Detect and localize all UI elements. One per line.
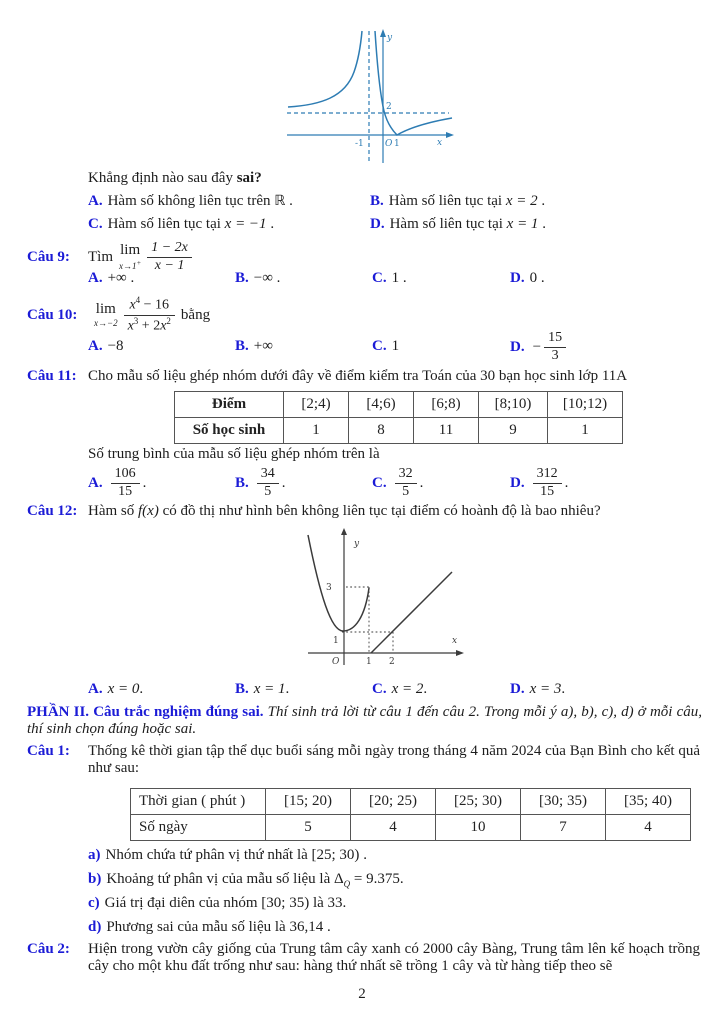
p2q1-table-header-days: Số ngày: [131, 815, 266, 841]
statement-label: d): [88, 919, 102, 935]
option-text: Hàm số liên tục tại: [388, 193, 506, 209]
fraction-denominator: x − 1: [154, 257, 185, 273]
minus-sign: −: [532, 338, 542, 355]
option-label: D.: [510, 681, 525, 697]
q8-option-a: [88, 193, 293, 210]
p2q2-label: Câu 2:: [27, 941, 70, 957]
table-row: [131, 815, 691, 841]
q12-option-c: [372, 681, 427, 698]
table-row: [175, 392, 623, 418]
part2-heading-paragraph: [27, 704, 702, 738]
q8-curve-group: [288, 31, 452, 135]
q9-option-a: [88, 270, 134, 287]
fraction-denominator: 15: [540, 483, 555, 499]
p2q2-stem: Hiện trong vườn cây giống của Trung tâm cây xanh có 2000 cây Bàng, Trung tâm lên kế hoạch trồng cây cho một khu đất trống như sau: hàng thứ nhất sẽ trồng 1 cây và từ hàng tiếp theo sẽ: [88, 941, 700, 974]
option-math: x = 1: [253, 681, 286, 697]
q8-axes: [287, 31, 449, 163]
option-post: .: [281, 474, 286, 491]
option-post: .: [266, 216, 275, 232]
q11-stem2: Số trung bình của mẫu số liệu ghép nhóm trên là: [88, 446, 380, 462]
q10-option-a: [88, 338, 124, 355]
statement-label: b): [88, 871, 102, 887]
q12-tick-1x: 1: [366, 657, 372, 667]
table-cell: [35; 40): [606, 789, 691, 815]
q12-stem-post: có đồ thị như hình bên không liên tục tại điểm có hoành độ là bao nhiêu?: [158, 503, 601, 519]
q12-tick-1y: 1: [333, 636, 339, 646]
q8-options-row1: [88, 193, 704, 215]
option-label: D.: [510, 338, 525, 355]
table-cell: 1: [284, 418, 349, 444]
option-post: .: [423, 681, 428, 697]
q8-x-arrow: [446, 132, 454, 138]
q12-stem-pre: Hàm số: [88, 503, 138, 519]
statement-text: Giá trị đại diên của nhóm: [104, 895, 262, 911]
q12-x-arrow: [456, 650, 464, 656]
option-label: C.: [372, 681, 387, 697]
option-text: +∞: [253, 338, 273, 354]
table-row: [131, 789, 691, 815]
p2q1-label: Câu 1:: [27, 743, 70, 759]
table-cell: 7: [521, 815, 606, 841]
fraction-numerator: 34: [257, 466, 279, 484]
q12-axes: [308, 533, 458, 665]
table-cell: 1: [548, 418, 623, 444]
q8-graph-labels: [355, 33, 442, 149]
q12-origin-label: O: [332, 657, 340, 667]
lim-sub-sup: +: [136, 258, 142, 267]
option-label: B.: [370, 193, 384, 209]
q9-label: Câu 9:: [27, 248, 70, 265]
q12-label: Câu 12:: [27, 503, 78, 519]
p2q1-statement-a: [88, 847, 367, 864]
table-cell: 8: [349, 418, 414, 444]
limit-expression: [119, 243, 141, 271]
delta-subscript: Q: [343, 879, 351, 889]
option-text: +∞ .: [107, 270, 135, 286]
part2-intro: Thí sinh trả lời từ câu 1 đến câu 2. Trong mỗi ý a), b), c), d) ở mỗi câu, thí sinh chọn đúng hoặc sai.: [27, 704, 702, 737]
fraction-numerator: 32: [395, 466, 417, 484]
lim-subscript: x→−2: [94, 317, 118, 328]
q11-option-c: [372, 466, 423, 501]
q9-option-b: [235, 270, 280, 287]
statement-math: [25; 30): [311, 847, 360, 863]
q8-curve-left-branch: [288, 31, 362, 107]
option-fraction: [544, 330, 566, 365]
q8-option-d: [370, 216, 546, 233]
option-fraction: [257, 466, 279, 501]
q10-fraction: [124, 295, 175, 335]
q11-table-header-diem: Điểm: [175, 392, 284, 418]
var: x: [129, 297, 136, 313]
option-math: x = −1: [224, 216, 267, 232]
exponent: 3: [133, 315, 139, 326]
option-math: x = 3: [529, 681, 562, 697]
statement-math: [30; 35): [261, 895, 310, 911]
delta-symbol: Δ: [334, 871, 344, 887]
q8-option-b: [370, 193, 545, 210]
statement-label: a): [88, 847, 101, 863]
table-cell: 11: [414, 418, 479, 444]
fraction-numerator: 1 − 2x: [147, 240, 192, 258]
q11-option-b: [235, 466, 286, 501]
part2-heading: PHẦN II. Câu trắc nghiệm đúng sai.: [27, 704, 264, 720]
q12-y-label: y: [354, 539, 360, 549]
statement-math: 36,14: [289, 919, 324, 935]
statement-text: Phương sai của mẫu số liệu là: [106, 919, 290, 935]
table-cell: [8;10): [479, 392, 548, 418]
p2q1-statement-d: [88, 919, 331, 936]
q12-curve-group: [308, 535, 452, 653]
q9-find: Tìm: [88, 248, 113, 265]
option-text: −8: [107, 338, 124, 354]
q10-suffix: bằng: [180, 306, 211, 323]
option-label: D.: [510, 474, 525, 491]
option-post: .: [538, 216, 546, 232]
den-mid: + 2: [138, 318, 161, 334]
option-math: x = 2: [391, 681, 424, 697]
option-post: .: [561, 681, 566, 697]
q8-arrowheads: [380, 29, 454, 138]
q8-stem-text: Khẳng định nào sau đây: [88, 170, 237, 186]
table-cell: [15; 20): [266, 789, 351, 815]
table-cell: [25; 30): [436, 789, 521, 815]
option-post: .: [139, 681, 144, 697]
table-cell: [6;8): [414, 392, 479, 418]
option-text: Hàm số không liên tục trên: [107, 193, 275, 209]
table-row: [175, 418, 623, 444]
p2q1-stem: Thống kê thời gian tập thể dục buổi sáng mỗi ngày trong tháng 4 năm 2024 của Bạn Bình cho kết quả như sau:: [88, 743, 700, 776]
fraction-numerator: 106: [111, 466, 140, 484]
q8-curve-right-branch: [375, 31, 452, 135]
fraction-denominator: 5: [402, 483, 410, 499]
exponent: 2: [166, 315, 171, 326]
option-label: C.: [372, 474, 387, 491]
p2q1-table-header-time: Thời gian ( phút ): [131, 789, 266, 815]
p2q1-statement-b: [88, 871, 404, 889]
q8-tick-minus1: -1: [355, 139, 364, 149]
q8-option-c: [88, 216, 274, 233]
option-label: D.: [370, 216, 385, 232]
option-math: x = 0: [107, 681, 140, 697]
option-text: Hàm số liên tục tại: [107, 216, 225, 232]
q10-option-d: [510, 330, 566, 365]
option-label: B.: [235, 681, 249, 697]
q9-option-c: [372, 270, 407, 287]
statement-label: c): [88, 895, 100, 911]
q10-options-row: [88, 330, 704, 368]
q12-arrowheads: [341, 528, 464, 656]
q8-y-arrow: [380, 29, 386, 37]
exponent: 4: [135, 295, 141, 306]
table-cell: 10: [436, 815, 521, 841]
option-post: .: [142, 474, 147, 491]
lim-word: lim: [95, 301, 116, 318]
p2q1-statement-c: [88, 895, 346, 912]
q11-options-row: [88, 466, 704, 502]
option-label: A.: [88, 338, 103, 354]
q12-x-label: x: [452, 636, 458, 646]
statement-text: Khoảng tứ phân vị của mẫu số liệu là: [106, 871, 335, 887]
option-label: A.: [88, 681, 103, 697]
option-post: .: [285, 681, 290, 697]
option-math: x = 1: [506, 216, 539, 232]
fraction-numerator: 15: [544, 330, 566, 348]
q9-option-d: [510, 270, 545, 287]
option-label: B.: [235, 474, 249, 491]
q10-option-c: [372, 338, 399, 355]
option-text: Hàm số liên tục tại: [389, 216, 507, 232]
option-label: A.: [88, 474, 103, 491]
q8-options-row2: [88, 216, 704, 238]
option-label: C.: [88, 216, 103, 232]
statement-value: = 9.375.: [350, 871, 404, 887]
q11-table-header-hocsinh: Số học sinh: [175, 418, 284, 444]
option-post: .: [537, 193, 546, 209]
option-label: B.: [235, 270, 249, 286]
p2q1-table: [130, 788, 691, 841]
table-cell: 4: [351, 815, 436, 841]
option-post: .: [419, 474, 424, 491]
option-post: .: [285, 193, 293, 209]
option-label: C.: [372, 338, 387, 354]
option-text: 0 .: [529, 270, 545, 286]
option-math: ℝ: [274, 193, 286, 209]
page-number: 2: [358, 986, 366, 1002]
limit-expression: [94, 302, 118, 328]
q8-origin-label: O: [385, 139, 393, 149]
fraction-numerator: 312: [533, 466, 562, 484]
fraction-numerator: [124, 295, 175, 315]
q8-stem: [88, 170, 262, 187]
statement-text: Nhóm chứa tứ phân vị thứ nhất là: [105, 847, 312, 863]
q12-fx: f(x): [138, 503, 159, 519]
q8-x-label: x: [437, 138, 443, 148]
table-cell: [2;4): [284, 392, 349, 418]
var: x: [160, 318, 167, 334]
statement-post: .: [359, 847, 367, 863]
q8-y-label: y: [387, 33, 393, 43]
fraction-denominator: 5: [264, 483, 272, 499]
table-cell: [4;6): [349, 392, 414, 418]
q12-option-a: [88, 681, 143, 698]
q12-y-arrow: [341, 528, 347, 535]
q8-tick-1: 1: [394, 139, 400, 149]
q11-label: Câu 11:: [27, 368, 77, 384]
table-cell: [10;12): [548, 392, 623, 418]
option-label: A.: [88, 193, 103, 209]
q10-option-b: [235, 338, 273, 355]
q11-option-d: [510, 466, 568, 501]
option-fraction: [395, 466, 417, 501]
option-math: x = 2: [505, 193, 538, 209]
statement-post: .: [323, 919, 331, 935]
num-rest: − 16: [140, 297, 170, 313]
q11-stem: Cho mẫu số liệu ghép nhóm dưới đây về điểm kiểm tra Toán của 30 bạn học sinh lớp 11A: [88, 368, 628, 384]
fraction-denominator: 3: [551, 347, 559, 363]
option-post: .: [564, 474, 569, 491]
q12-line-branch: [371, 572, 452, 653]
q8-stem-bold: sai?: [236, 170, 262, 186]
option-fraction: [111, 466, 140, 501]
q8-tick-2: 2: [386, 102, 392, 112]
table-cell: [30; 35): [521, 789, 606, 815]
table-cell: 5: [266, 815, 351, 841]
table-cell: 9: [479, 418, 548, 444]
q12-options-row: [88, 681, 704, 703]
q12-tick-3: 3: [326, 583, 332, 593]
option-label: C.: [372, 270, 387, 286]
option-label: B.: [235, 338, 249, 354]
q12-graph-labels: [326, 539, 457, 667]
q12-stem: [88, 503, 700, 520]
lim-word: lim: [120, 242, 141, 259]
q9-options-row: [88, 270, 704, 292]
fraction-denominator: 15: [118, 483, 133, 499]
q12-tick-2x: 2: [389, 657, 395, 667]
q12-option-b: [235, 681, 289, 698]
graph-q12: [300, 527, 470, 668]
q11-table: [174, 391, 623, 444]
option-text: 1: [391, 338, 400, 354]
table-cell: [20; 25): [351, 789, 436, 815]
option-text: 1 .: [391, 270, 407, 286]
table-cell: 4: [606, 815, 691, 841]
q11-option-a: [88, 466, 146, 501]
option-text: −∞ .: [253, 270, 281, 286]
graph-q8: [285, 28, 457, 166]
option-fraction: [533, 466, 562, 501]
q12-parabola-branch: [308, 535, 369, 631]
var: x: [127, 318, 134, 334]
q10-label: Câu 10:: [27, 306, 78, 323]
option-label: A.: [88, 270, 103, 286]
lim-sub-base: x→1: [119, 260, 137, 271]
option-label: D.: [510, 270, 525, 286]
q12-option-d: [510, 681, 565, 698]
statement-post: là 33.: [309, 895, 347, 911]
